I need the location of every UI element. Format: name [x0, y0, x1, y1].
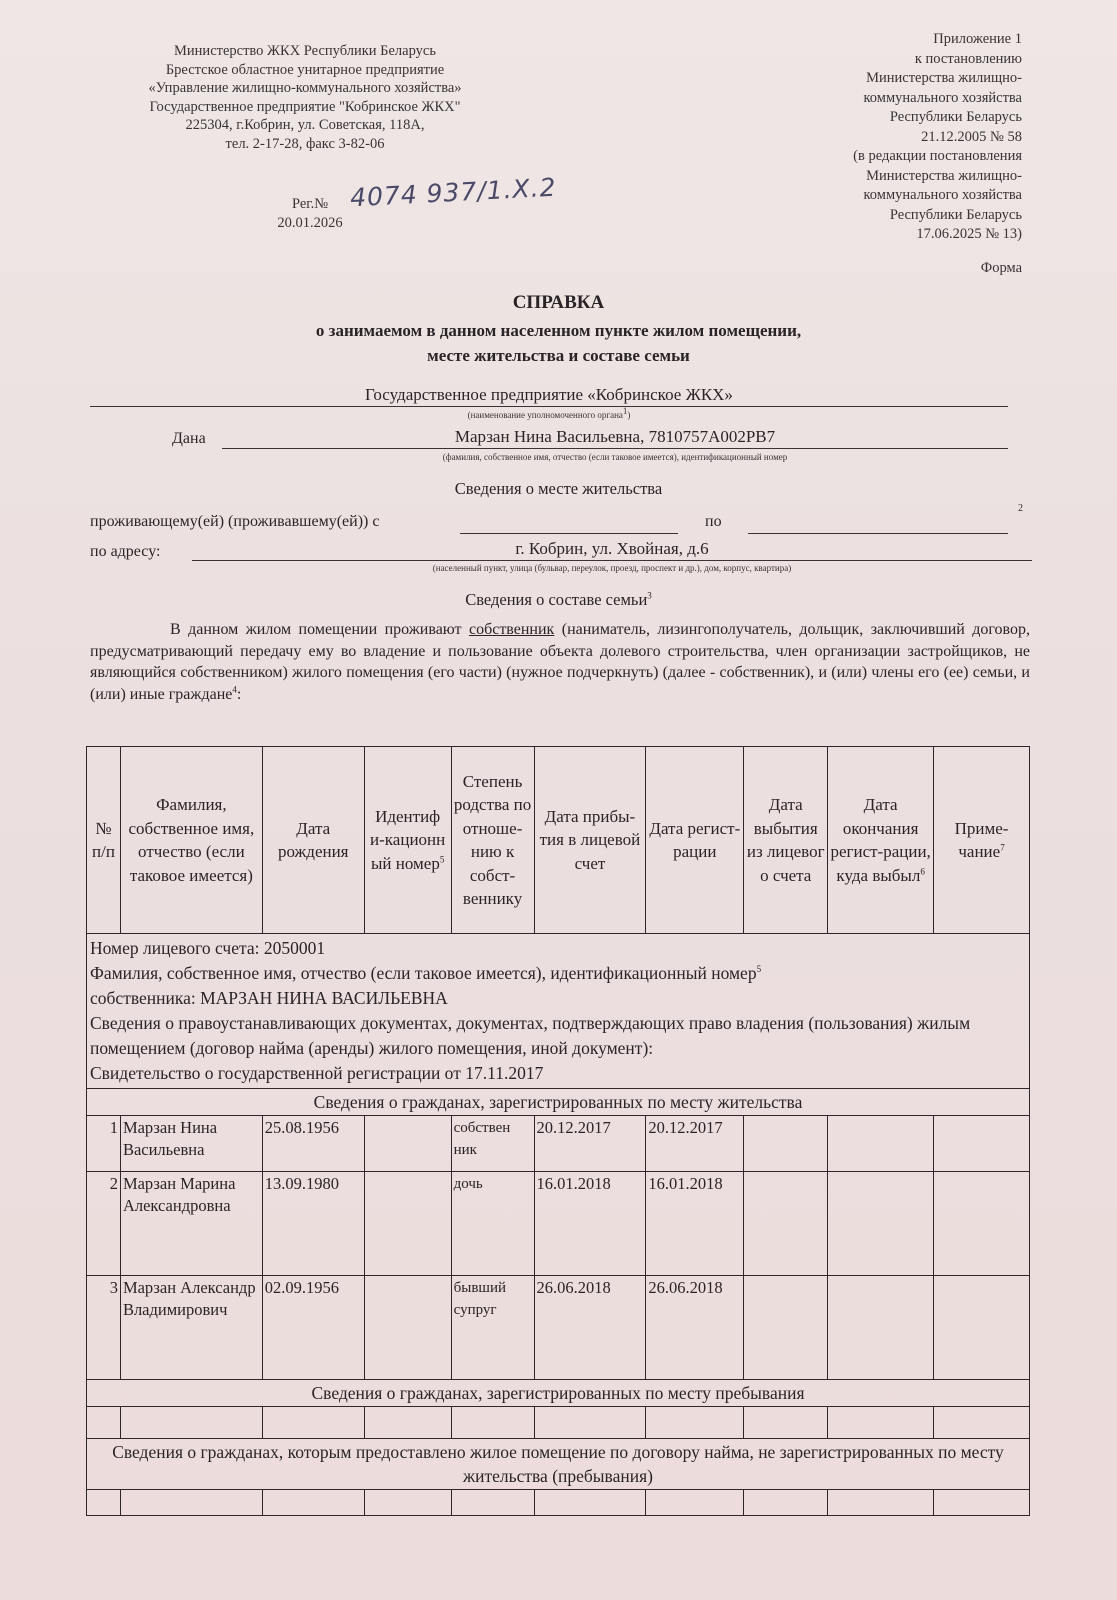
col-header-reg-end: Дата окончания регист-рации, куда выбыл$^6$: [828, 747, 934, 934]
section-stay-heading: Сведения о гражданах, зарегистрированных по месту пребывания: [87, 1380, 1030, 1407]
appendix-line: 21.12.2005 № 58: [921, 128, 1022, 145]
col-header-relation: Степень родства по отноше-нию к собст-веннику: [451, 747, 534, 934]
para-text: :: [236, 685, 242, 703]
address-field: г. Кобрин, ул. Хвойная, д.6: [192, 538, 1032, 561]
issuer-caption: [90, 406, 1008, 420]
cell-num: 2: [87, 1172, 121, 1276]
appendix-line: коммунального хозяйства: [863, 89, 1022, 106]
address-label: по адресу:: [90, 543, 161, 560]
cell-reg-end: [828, 1276, 934, 1380]
owner-label: Фамилия, собственное имя, отчество (если таковое имеется), идентификационный номер$^5$: [90, 963, 762, 983]
col-header-num: № п/п: [87, 747, 121, 934]
family-paragraph: [90, 619, 1030, 705]
cell-num: 3: [87, 1276, 121, 1380]
subtitle-line-2: месте жительства и составе семьи: [427, 346, 690, 365]
reg-label: Рег.№: [291, 196, 329, 212]
document-title: СПРАВКА: [512, 292, 605, 313]
residence-heading: Сведения о месте жительства: [454, 479, 663, 498]
empty-row: [87, 1407, 1030, 1439]
para-text: (наниматель, лизингополучатель, дольщик, заключивший договор, предусматривающий передачу ему во владение и пользование объекта долевого строительства, член организации застройщиков, не являющийся собственником) жилого помещения (его части) (нужное подчеркнуть) (далее - собственник), и (или) члены его (ее) семьи, и (или) иные граждане: [90, 621, 1031, 703]
living-from-field: [460, 511, 678, 534]
cell-departure: [744, 1116, 828, 1172]
living-to-label: по: [705, 513, 722, 530]
col-header-arrival: Дата прибы-тия в лицевой счет: [534, 747, 646, 934]
living-to-field: [748, 511, 1008, 534]
docs-value: Свидетельство о государственной регистрации от 17.11.2017: [90, 1063, 544, 1083]
address-caption: (населенный пункт, улица (бульвар, переулок, проезд, проспект и др.), дом, корпус, квартира): [432, 563, 792, 573]
cell-departure: [744, 1172, 828, 1276]
reg-date: 20.01.2026: [277, 215, 343, 231]
appendix-line: 17.06.2025 № 13): [916, 226, 1022, 242]
appendix-line: (в редакции постановления: [853, 148, 1022, 164]
cell-relation: дочь: [451, 1172, 534, 1276]
cell-id: [364, 1172, 451, 1276]
issuer-caption-end: ): [627, 410, 631, 420]
handwritten-reg-number: 4074 937/1.Х.2: [349, 172, 558, 213]
given-to-label: Дана: [172, 430, 206, 447]
form-label: Форма: [980, 260, 1022, 276]
cell-arrival: 26.06.2018: [534, 1276, 646, 1380]
org-line: Брестское областное унитарное предприятие: [165, 61, 445, 78]
footnote-mark: 2: [1018, 503, 1023, 514]
para-text: В данном жилом помещении проживают: [170, 621, 469, 638]
cell-reg-end: [828, 1116, 934, 1172]
subtitle-line-1: о занимаемом в данном населенном пункте жилом помещении,: [315, 321, 802, 340]
appendix-line: Министерства жилищно-: [866, 70, 1022, 86]
cell-relation: бывший супруг: [451, 1276, 534, 1380]
col-header-birth: Дата рождения: [262, 747, 364, 934]
appendix-line: Приложение 1: [933, 31, 1022, 47]
underlined-owner: собственник: [468, 621, 555, 638]
org-line: тел. 2-17-28, факс 3-82-06: [225, 135, 385, 152]
cell-birth: 13.09.1980: [262, 1172, 364, 1276]
family-table: [86, 746, 1030, 1516]
footnote-mark: 3: [647, 590, 652, 601]
cell-name: Марзан Марина Александровна: [120, 1172, 262, 1276]
account-info-row: [87, 934, 1030, 1089]
col-header-name: Фамилия, собственное имя, отчество (если таковое имеется): [120, 747, 262, 934]
footnote-mark: 4: [232, 684, 237, 695]
appendix-block: [742, 30, 1022, 245]
org-line: Министерство ЖКХ Республики Беларусь: [174, 43, 436, 59]
cell-note: [934, 1172, 1030, 1276]
org-line: 225304, г.Кобрин, ул. Советская, 118А,: [185, 117, 425, 133]
cell-birth: 25.08.1956: [262, 1116, 364, 1172]
col-header-note: Приме-чание$^7$: [934, 747, 1030, 934]
table-row: [87, 1116, 1030, 1172]
cell-departure: [744, 1276, 828, 1380]
section-lease-heading: Сведения о гражданах, которым предоставлено жилое помещение по договору найма, не зарегистрированных по месту жительства (пребывания): [87, 1439, 1030, 1490]
appendix-line: к постановлению: [914, 50, 1022, 67]
appendix-line: Министерства жилищно-: [866, 167, 1022, 184]
cell-num: 1: [87, 1116, 121, 1172]
docs-label: Сведения о правоустанавливающих документах, документах, подтверждающих право владения (пользования) жилым помещением (договор найма (аренды) жилого помещения, иной документ):: [90, 1013, 971, 1058]
col-header-id: Идентиф и-кационн ый номер$^5$: [364, 747, 451, 934]
issuer-caption-text: (наименование уполномоченного органа: [467, 410, 623, 420]
account-info: [87, 934, 1030, 1089]
cell-note: [934, 1276, 1030, 1380]
cell-name: Марзан Нина Васильевна: [120, 1116, 262, 1172]
cell-registration: 20.12.2017: [646, 1116, 744, 1172]
org-line: Государственное предприятие "Кобринское ЖКХ": [149, 98, 461, 115]
section-row-stay: [87, 1380, 1030, 1407]
account-number: Номер лицевого счета: 2050001: [90, 938, 326, 958]
table-row: [87, 1276, 1030, 1380]
appendix-line: Республики Беларусь: [889, 109, 1022, 125]
table-header-row: [87, 747, 1030, 934]
organization-block: [100, 42, 510, 153]
cell-relation: собствен ник: [451, 1116, 534, 1172]
cell-birth: 02.09.1956: [262, 1276, 364, 1380]
col-header-departure: Дата выбытия из лицевог о счета: [744, 747, 828, 934]
cell-id: [364, 1276, 451, 1380]
col-header-registration: Дата регист-рации: [646, 747, 744, 934]
family-heading: [0, 590, 1117, 610]
section-row-residence: [87, 1089, 1030, 1116]
family-heading-text: Сведения о составе семьи: [465, 590, 648, 609]
cell-id: [364, 1116, 451, 1172]
appendix-line: Республики Беларусь: [889, 206, 1022, 223]
empty-row: [87, 1490, 1030, 1516]
cell-registration: 16.01.2018: [646, 1172, 744, 1276]
living-label: проживающему(ей) (проживавшему(ей)) с: [90, 513, 380, 530]
appendix-line: коммунального хозяйства: [863, 187, 1022, 203]
section-residence-heading: Сведения о гражданах, зарегистрированных по месту жительства: [87, 1089, 1030, 1116]
given-to-caption: (фамилия, собственное имя, отчество (если таковое имеется), идентификационный номер: [442, 452, 788, 462]
section-row-lease: [87, 1439, 1030, 1490]
table-row: [87, 1172, 1030, 1276]
cell-note: [934, 1116, 1030, 1172]
org-line: «Управление жилищно-коммунального хозяйства»: [148, 80, 462, 96]
given-to-field: Марзан Нина Васильевна, 7810757А002РВ7: [222, 426, 1008, 449]
cell-name: Марзан Александр Владимирович: [120, 1276, 262, 1380]
issuer-field: Государственное предприятие «Кобринское ЖКХ»: [90, 384, 1008, 407]
footnote-mark: 1: [622, 406, 628, 416]
cell-registration: 26.06.2018: [646, 1276, 744, 1380]
document-subtitle: [0, 318, 1117, 368]
cell-arrival: 20.12.2017: [534, 1116, 646, 1172]
owner-name: собственника: МАРЗАН НИНА ВАСИЛЬЕВНА: [90, 988, 448, 1008]
cell-arrival: 16.01.2018: [534, 1172, 646, 1276]
cell-reg-end: [828, 1172, 934, 1276]
